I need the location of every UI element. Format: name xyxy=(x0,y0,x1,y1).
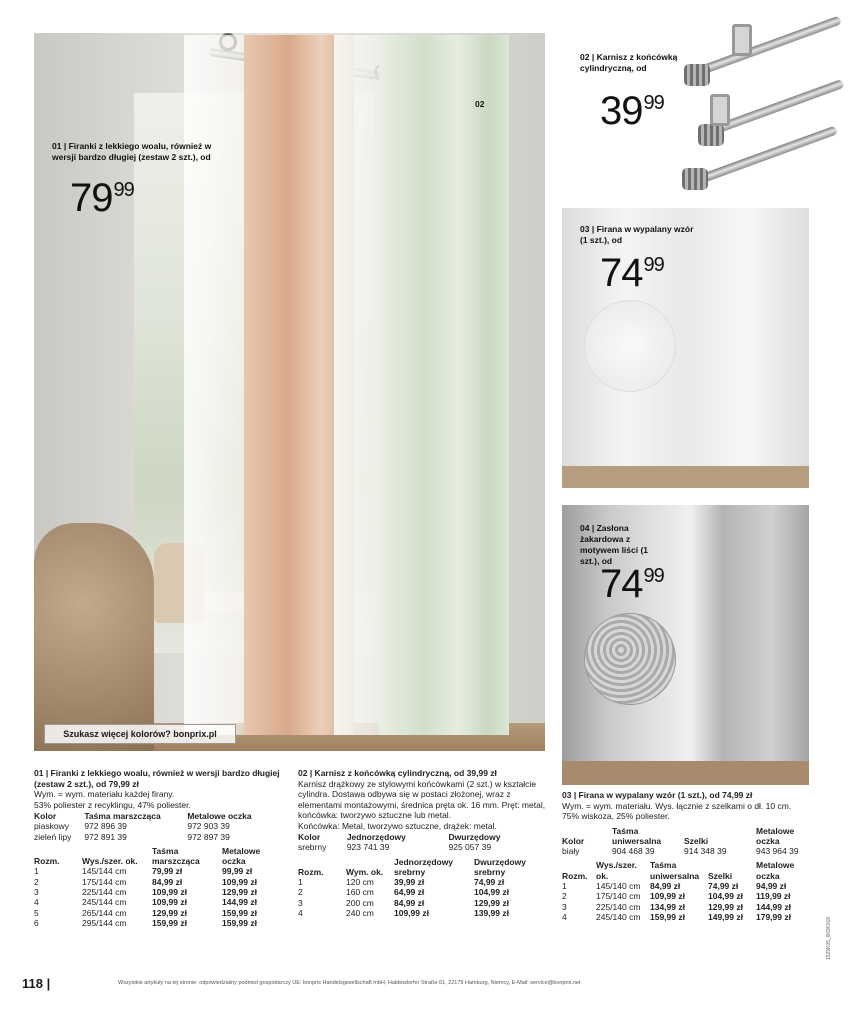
fabric-detail-swatch xyxy=(584,613,676,705)
product-01-size-table xyxy=(34,846,284,928)
product-02-color-table xyxy=(298,832,538,853)
col-header: Rozm. xyxy=(34,856,60,867)
page-number: 118 | xyxy=(22,976,51,991)
armchair xyxy=(34,523,154,751)
product-04-caption: 04 | Zasłona żakardowa z motywem liści (1 szt.), od xyxy=(580,523,649,566)
product-03-color-table xyxy=(562,826,810,857)
product-03-caption: 03 | Firana w wypalany wzór (1 szt.), od xyxy=(580,224,694,245)
col-header: Kolor xyxy=(298,832,321,842)
table-row: biały 904 468 39 914 348 39 943 964 39 xyxy=(562,846,799,857)
col-header: Rozm. xyxy=(562,870,588,881)
col-header: Szelki xyxy=(708,870,733,881)
rod-bar xyxy=(688,16,841,79)
grey-curtain-photo xyxy=(562,505,809,785)
fabric-detail-swatch xyxy=(584,300,676,392)
table-row: srebrny 923 741 39 925 057 39 xyxy=(298,842,492,853)
product-02-price: 39 99 xyxy=(600,89,664,133)
rod-bracket xyxy=(732,24,752,56)
table-row: 1 145/140 cm 84,99 zł 74,99 zł 94,99 zł xyxy=(562,880,787,891)
more-colors-link[interactable]: Szukasz więcej kolorów? bonprix.pl xyxy=(44,724,236,744)
main-curtain-photo xyxy=(34,33,545,751)
col-header: Kolor xyxy=(562,835,585,846)
col-header: Szelki xyxy=(684,835,709,846)
white-curtain-photo xyxy=(562,208,809,488)
table-row: piaskowy 972 896 39 972 903 39 xyxy=(34,821,230,832)
col-header: Metalowe oczka xyxy=(756,825,795,846)
rod-end-cap xyxy=(698,124,724,146)
col-header: Taśma uniwersalna xyxy=(650,860,700,881)
col-header: Jednorzędowy srebrny xyxy=(394,856,454,877)
col-header: Wys./szer. ok. xyxy=(596,860,637,881)
table-row: 3 225/140 cm 134,99 zł 129,99 zł 144,99 zł xyxy=(562,901,791,912)
product-03-material: 75% wiskoza, 25% poliester. xyxy=(562,811,670,821)
col-header: Taśma marszcząca xyxy=(84,811,161,821)
product-01-material: 53% poliester z recyklingu, 47% poliester. xyxy=(34,799,191,810)
table-row: 4 245/140 cm 159,99 zł 149,99 zł 179,99 zł xyxy=(562,911,791,922)
legal-footer: Wszystkie artykuły na tej stronie: odpowiedzialny podmiot gospodarczy UE: bonprix Handelsgesellschaft mbH, Haldesdorfer Straße 61, 22179 Hamburg, Niemcy, E-Mail: service@bonprix.net xyxy=(118,980,581,986)
product-03-price: 74 99 xyxy=(600,251,664,295)
curtain-rod-photo xyxy=(680,20,845,195)
floor xyxy=(562,761,809,785)
table-row: 2 160 cm 64,99 zł 104,99 zł xyxy=(298,887,509,898)
product-01-dimensions-note: Wym. = wym. materiału każdej firany. xyxy=(34,789,175,799)
product-01-caption: 01 | Firanki z lekkiego woalu, również w wersji bardzo długiej (zestaw 2 szt.), od xyxy=(52,141,212,162)
product-03-dimensions-note: Wym. = wym. materiału. Wys. łącznie z szelkami o dł. 10 cm. xyxy=(562,800,792,811)
product-01-title: 01 | Firanki z lekkiego woalu, również w wersji bardzo długiej (zestaw 2 szt.), od 79,99 zł xyxy=(34,768,280,789)
rod-bracket xyxy=(710,94,730,126)
col-header: Metalowe oczka xyxy=(222,845,261,867)
product-02-title: 02 | Karnisz z końcówką cylindryczną, od 39,99 zł xyxy=(298,768,497,778)
col-header: Metalowe oczka xyxy=(187,811,252,821)
col-header: Dwurzędowy xyxy=(448,832,501,842)
table-row: 2 175/144 cm 84,99 zł 109,99 zł xyxy=(34,876,257,887)
col-header: Wym. ok. xyxy=(346,866,384,877)
product-02-material: Końcówka: Metal, tworzywo sztuczne, drążek: metal. xyxy=(298,820,497,831)
product-02-description: Karnisz drążkowy ze stylowymi końcówkami (2 szt.) w kształcie cylindra. Dostawa odbywa się w postaci złożonej, wraz z elementami montażowymi, średnica pręta ok. 16 mm. Pręt: metal, końcówka: tworzywo sztuczne lub metal. xyxy=(298,778,546,820)
product-02-size-table xyxy=(298,857,538,919)
product-01-price: 79 99 xyxy=(70,176,134,220)
catalog-code: 1525K05_WOK018 xyxy=(826,916,832,960)
table-row: 6 295/144 cm 159,99 zł 159,99 zł xyxy=(34,917,257,928)
product-01-color-table xyxy=(34,811,274,842)
product-03-size-table xyxy=(562,860,810,922)
table-row: 1 120 cm 39,99 zł 74,99 zł xyxy=(298,877,505,888)
rod-end-cap xyxy=(682,168,708,190)
col-header: Taśma marszcząca xyxy=(152,845,200,867)
col-header: Taśma uniwersalna xyxy=(612,825,662,846)
table-row: 5 265/144 cm 129,99 zł 159,99 zł xyxy=(34,907,257,918)
rod-marker: 02 xyxy=(475,99,485,109)
table-row: 2 175/140 cm 109,99 zł 104,99 zł 119,99 zł xyxy=(562,891,791,902)
col-header: Jednorzędowy xyxy=(346,832,406,842)
table-row: 1 145/144 cm 79,99 zł 99,99 zł xyxy=(34,866,253,877)
table-row: 4 240 cm 109,99 zł 139,99 zł xyxy=(298,908,509,919)
col-header: Rozm. xyxy=(298,866,324,877)
product-04-price: 74 99 xyxy=(600,562,664,606)
product-03-details xyxy=(562,790,812,922)
rod-end-cap xyxy=(684,64,710,86)
table-row: 4 245/144 cm 109,99 zł 144,99 zł xyxy=(34,897,257,908)
col-header: Metalowe oczka xyxy=(756,860,795,881)
floor xyxy=(562,466,809,488)
table-row: zieleń lipy 972 891 39 972 897 39 xyxy=(34,831,230,842)
col-header: Wys./szer. ok. xyxy=(82,856,138,867)
table-row: 3 225/144 cm 109,99 zł 129,99 zł xyxy=(34,887,257,898)
product-02-caption: 02 | Karnisz z końcówką cylindryczną, od xyxy=(580,52,678,73)
col-header: Kolor xyxy=(34,811,57,821)
table-row: 3 200 cm 84,99 zł 129,99 zł xyxy=(298,897,509,908)
col-header: Dwurzędowy srebrny xyxy=(474,856,526,877)
product-01-details xyxy=(34,768,284,928)
product-03-title: 03 | Firana w wypalany wzór (1 szt.), od 74,99 zł xyxy=(562,790,753,800)
mint-curtain-panel xyxy=(379,35,509,735)
product-02-details xyxy=(298,768,546,918)
